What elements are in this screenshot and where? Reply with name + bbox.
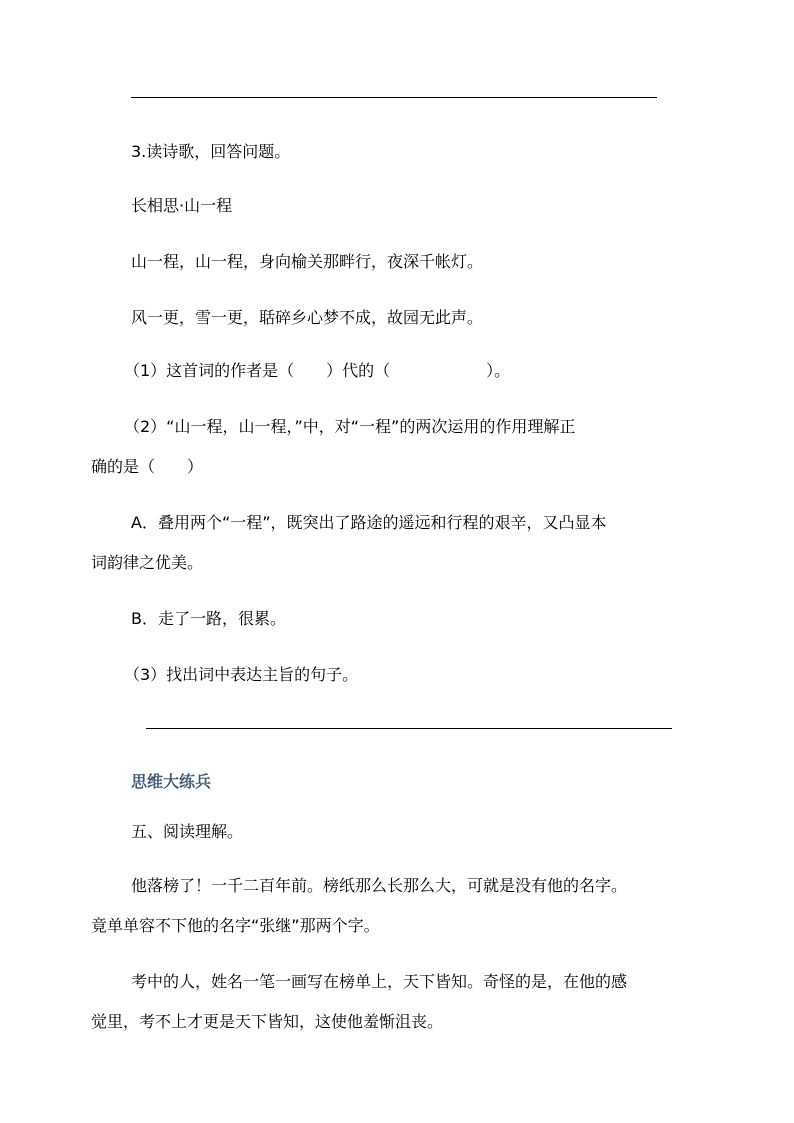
option-b: B．走了一路，很累。 bbox=[131, 609, 286, 628]
option-a-line-2: 词韵律之优美。 bbox=[91, 553, 204, 572]
question-3-title: 3.读诗歌，回答问题。 bbox=[131, 142, 291, 161]
subquestion-3: （3）找出词中表达主旨的句子。 bbox=[124, 665, 359, 684]
section-heading: 思维大练兵 bbox=[131, 772, 212, 791]
poem-line-2: 风一更，雪一更，聒碎乡心梦不成，故园无此声。 bbox=[131, 308, 484, 327]
passage-paragraph-1-line-2: 竟单单容不下他的名字“张继”那两个字。 bbox=[91, 916, 380, 935]
subquestion-2-line-2: 确的是（ ） bbox=[91, 457, 204, 476]
answer-line-bottom bbox=[146, 728, 672, 729]
passage-paragraph-1-line-1: 他落榜了！一千二百年前。榜纸那么长那么大，可就是没有他的名字。 bbox=[131, 876, 628, 895]
poem-title: 长相思·山一程 bbox=[131, 196, 233, 215]
subquestion-2-line-1: （2）“山一程，山一程，”中，对“一程”的两次运用的作用理解正 bbox=[124, 417, 576, 436]
answer-line-top bbox=[131, 97, 657, 98]
poem-line-1: 山一程，山一程，身向榆关那畔行，夜深千帐灯。 bbox=[131, 252, 484, 271]
passage-paragraph-2-line-1: 考中的人，姓名一笔一画写在榜单上，天下皆知。奇怪的是，在他的感 bbox=[131, 972, 628, 991]
option-a-line-1: A．叠用两个“一程”，既突出了路途的遥远和行程的艰辛，又凸显本 bbox=[131, 513, 607, 532]
passage-paragraph-2-line-2: 觉里，考不上才更是天下皆知，这使他羞惭沮丧。 bbox=[91, 1012, 444, 1031]
section-title: 五、阅读理解。 bbox=[131, 822, 244, 841]
subquestion-1: （1）这首词的作者是（ ）代的（ ）。 bbox=[124, 361, 511, 380]
